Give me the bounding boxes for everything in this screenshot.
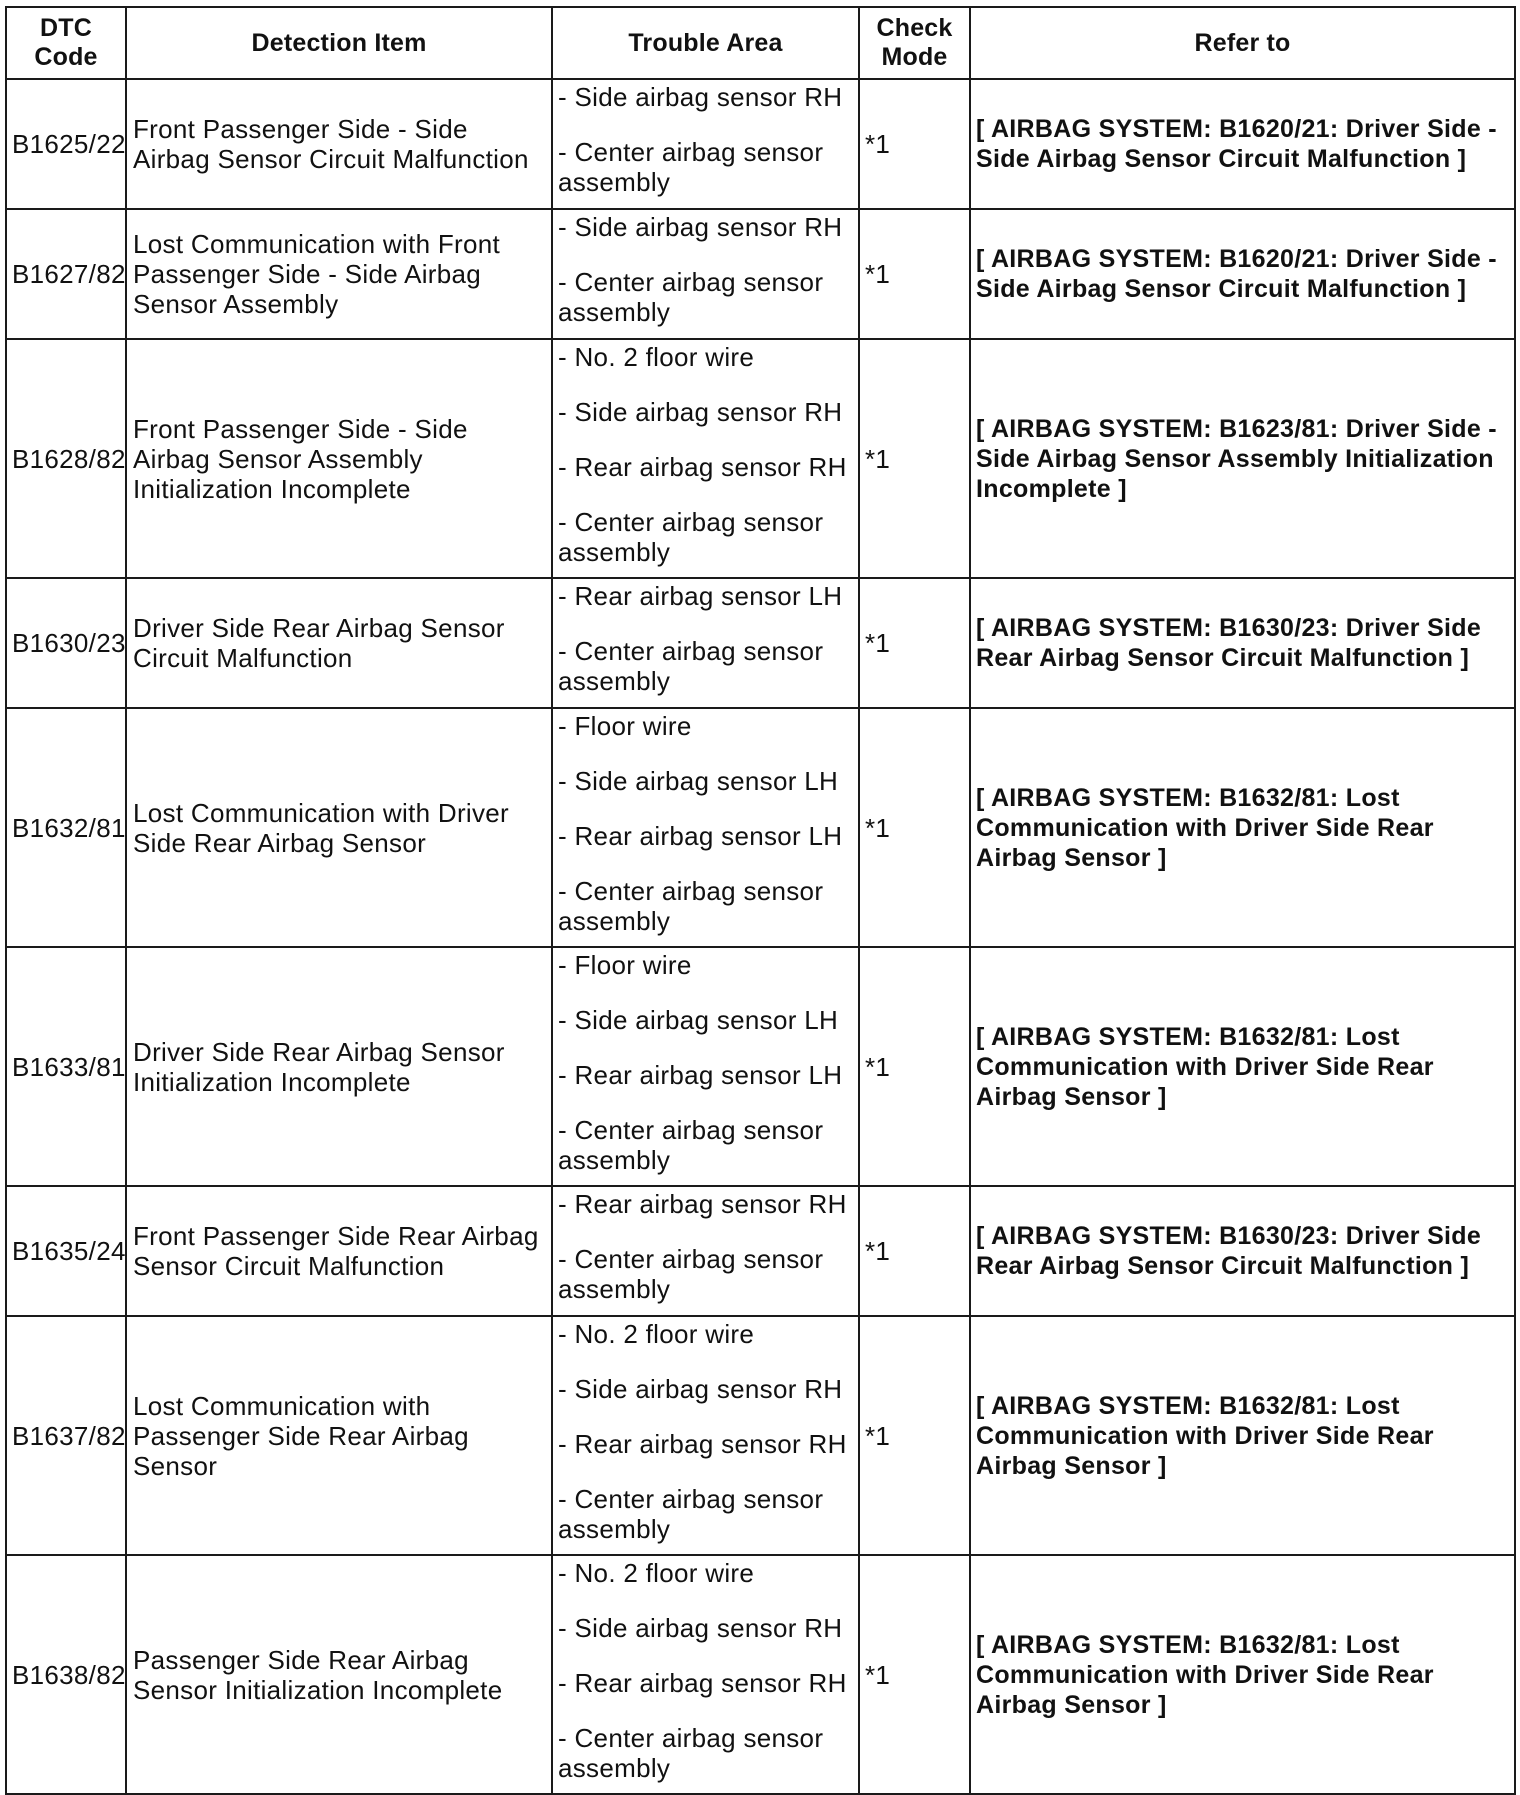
check-mode-cell: *1	[859, 1186, 970, 1316]
dtc-code-cell: B1632/81	[6, 708, 126, 947]
trouble-area-cell	[552, 79, 859, 209]
trouble-area-cell	[552, 1186, 859, 1316]
trouble-area-item: - Side airbag sensor RH	[558, 1374, 843, 1404]
trouble-area-item: - Side airbag sensor RH	[558, 1613, 843, 1643]
header-detection-item: Detection Item	[126, 7, 552, 79]
table-header	[6, 7, 1515, 79]
trouble-area-cell	[552, 1555, 859, 1794]
check-mode-cell: *1	[859, 708, 970, 947]
refer-to-link: [ AIRBAG SYSTEM: B1632/81: Lost Communication with Driver Side Rear Airbag Sensor ]	[970, 708, 1515, 947]
detection-item-cell: Front Passenger Side - Side Airbag Sensor Circuit Malfunction	[126, 79, 552, 209]
detection-item-cell: Lost Communication with Driver Side Rear Airbag Sensor	[126, 708, 552, 947]
refer-to-link: [ AIRBAG SYSTEM: B1632/81: Lost Communication with Driver Side Rear Airbag Sensor ]	[970, 1555, 1515, 1794]
dtc-code-cell: B1627/82	[6, 209, 126, 339]
header-check-mode: Check Mode	[859, 7, 970, 79]
trouble-area-item: - No. 2 floor wire	[558, 1319, 755, 1349]
dtc-code-cell: B1637/82	[6, 1316, 126, 1555]
trouble-area-cell	[552, 1316, 859, 1555]
table-row	[6, 79, 1515, 209]
trouble-area-item: - Rear airbag sensor LH	[558, 581, 843, 611]
trouble-area-item: - Rear airbag sensor RH	[558, 1189, 847, 1219]
header-row	[6, 7, 1515, 79]
refer-to-link: [ AIRBAG SYSTEM: B1630/23: Driver Side Rear Airbag Sensor Circuit Malfunction ]	[970, 1186, 1515, 1316]
trouble-area-item: - No. 2 floor wire	[558, 1558, 755, 1588]
detection-item-cell: Front Passenger Side - Side Airbag Sensor Assembly Initialization Incomplete	[126, 339, 552, 578]
refer-to-link: [ AIRBAG SYSTEM: B1620/21: Driver Side - Side Airbag Sensor Circuit Malfunction ]	[970, 79, 1515, 209]
table-body	[6, 79, 1515, 1794]
trouble-area-item: - Rear airbag sensor RH	[558, 1668, 847, 1698]
trouble-area-item: - Side airbag sensor LH	[558, 766, 839, 796]
trouble-area-item: - Center airbag sensor assembly	[558, 507, 824, 567]
check-mode-cell: *1	[859, 339, 970, 578]
trouble-area-item: - Side airbag sensor RH	[558, 397, 843, 427]
table-row	[6, 947, 1515, 1186]
trouble-area-item: - Side airbag sensor LH	[558, 1005, 839, 1035]
dtc-code-cell: B1635/24	[6, 1186, 126, 1316]
trouble-area-item: - Rear airbag sensor LH	[558, 1060, 843, 1090]
refer-to-link: [ AIRBAG SYSTEM: B1632/81: Lost Communication with Driver Side Rear Airbag Sensor ]	[970, 947, 1515, 1186]
check-mode-cell: *1	[859, 947, 970, 1186]
dtc-code-cell: B1638/82	[6, 1555, 126, 1794]
trouble-area-cell	[552, 339, 859, 578]
dtc-code-cell: B1628/82	[6, 339, 126, 578]
trouble-area-item: - Center airbag sensor assembly	[558, 1244, 824, 1304]
trouble-area-item: - Floor wire	[558, 950, 692, 980]
trouble-area-item: - Center airbag sensor assembly	[558, 137, 824, 197]
check-mode-cell: *1	[859, 209, 970, 339]
trouble-area-item: - Center airbag sensor assembly	[558, 636, 824, 696]
detection-item-cell: Lost Communication with Front Passenger Side - Side Airbag Sensor Assembly	[126, 209, 552, 339]
trouble-area-item: - Center airbag sensor assembly	[558, 1484, 824, 1544]
trouble-area-item: - Center airbag sensor assembly	[558, 876, 824, 936]
header-trouble-area: Trouble Area	[552, 7, 859, 79]
refer-to-link: [ AIRBAG SYSTEM: B1623/81: Driver Side - Side Airbag Sensor Assembly Initialization Incomplete ]	[970, 339, 1515, 578]
table-row	[6, 1555, 1515, 1794]
table-row	[6, 1316, 1515, 1555]
detection-item-cell: Driver Side Rear Airbag Sensor Circuit Malfunction	[126, 578, 552, 708]
table-row	[6, 1186, 1515, 1316]
trouble-area-item: - Rear airbag sensor RH	[558, 1429, 847, 1459]
table-row	[6, 578, 1515, 708]
detection-item-cell: Front Passenger Side Rear Airbag Sensor Circuit Malfunction	[126, 1186, 552, 1316]
check-mode-cell: *1	[859, 1316, 970, 1555]
dtc-code-cell: B1633/81	[6, 947, 126, 1186]
detection-item-cell: Passenger Side Rear Airbag Sensor Initialization Incomplete	[126, 1555, 552, 1794]
trouble-area-item: - Center airbag sensor assembly	[558, 1723, 824, 1783]
table-row	[6, 708, 1515, 947]
header-dtc-code: DTC Code	[6, 7, 126, 79]
trouble-area-cell	[552, 578, 859, 708]
detection-item-cell: Lost Communication with Passenger Side Rear Airbag Sensor	[126, 1316, 552, 1555]
dtc-code-cell: B1625/22	[6, 79, 126, 209]
trouble-area-item: - Side airbag sensor RH	[558, 212, 843, 242]
trouble-area-cell	[552, 708, 859, 947]
trouble-area-item: - Side airbag sensor RH	[558, 82, 843, 112]
trouble-area-item: - Floor wire	[558, 711, 692, 741]
trouble-area-item: - Rear airbag sensor LH	[558, 821, 843, 851]
dtc-table	[5, 6, 1516, 1795]
dtc-code-cell: B1630/23	[6, 578, 126, 708]
trouble-area-cell	[552, 209, 859, 339]
table-row	[6, 209, 1515, 339]
trouble-area-item: - No. 2 floor wire	[558, 342, 755, 372]
trouble-area-cell	[552, 947, 859, 1186]
header-refer-to: Refer to	[970, 7, 1515, 79]
refer-to-link: [ AIRBAG SYSTEM: B1620/21: Driver Side - Side Airbag Sensor Circuit Malfunction ]	[970, 209, 1515, 339]
refer-to-link: [ AIRBAG SYSTEM: B1630/23: Driver Side Rear Airbag Sensor Circuit Malfunction ]	[970, 578, 1515, 708]
trouble-area-item: - Center airbag sensor assembly	[558, 267, 824, 327]
check-mode-cell: *1	[859, 1555, 970, 1794]
trouble-area-item: - Rear airbag sensor RH	[558, 452, 847, 482]
trouble-area-item: - Center airbag sensor assembly	[558, 1115, 824, 1175]
table-row	[6, 339, 1515, 578]
refer-to-link: [ AIRBAG SYSTEM: B1632/81: Lost Communication with Driver Side Rear Airbag Sensor ]	[970, 1316, 1515, 1555]
check-mode-cell: *1	[859, 578, 970, 708]
check-mode-cell: *1	[859, 79, 970, 209]
detection-item-cell: Driver Side Rear Airbag Sensor Initialization Incomplete	[126, 947, 552, 1186]
